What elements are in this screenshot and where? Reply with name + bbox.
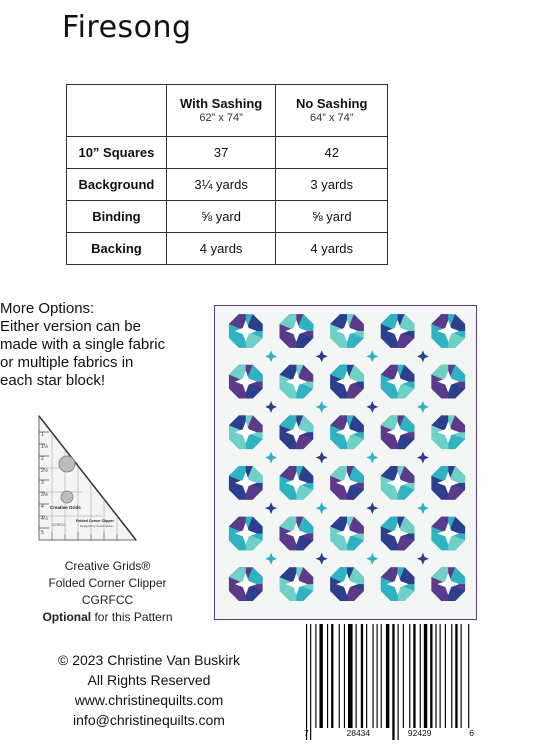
- row-label: Binding: [67, 201, 167, 233]
- quilt-block: [280, 517, 314, 551]
- column-with-sashing: [166, 85, 276, 137]
- sashing-star: [316, 401, 328, 413]
- cell-with-sashing: ⅝ yard: [166, 201, 276, 233]
- quilt-block: [431, 415, 465, 449]
- quilt-photo: [214, 305, 477, 620]
- barcode-bar: [372, 624, 373, 728]
- column-label: With Sashing: [180, 95, 263, 111]
- barcode-bar: [331, 624, 333, 728]
- barcode-bar: [344, 624, 345, 728]
- ruler-designer-text: Designed by Susan Nelson: [80, 524, 114, 528]
- column-label: No Sashing: [295, 95, 368, 111]
- sashing-star: [366, 553, 378, 565]
- sashing-star: [316, 452, 328, 464]
- cell-with-sashing: 3¼ yards: [166, 169, 276, 201]
- row-label: Background: [67, 169, 167, 201]
- table-row: [67, 201, 388, 233]
- cell-no-sashing: 3 yards: [276, 169, 388, 201]
- sashing-star: [316, 553, 328, 565]
- quilt-block: [330, 517, 364, 551]
- quilt-block: [381, 314, 415, 348]
- barcode-bar: [310, 624, 311, 740]
- quilt-block: [280, 567, 314, 601]
- cell-no-sashing: ⅝ yard: [276, 201, 388, 233]
- table-row: [67, 233, 388, 265]
- quilt-block: [229, 567, 263, 601]
- cell-with-sashing: 4 yards: [166, 233, 276, 265]
- barcode-bar: [451, 624, 452, 728]
- svg-text:2: 2: [41, 456, 44, 462]
- barcode-bar: [403, 624, 404, 728]
- svg-text:3½: 3½: [41, 492, 48, 498]
- quilt-block: [330, 567, 364, 601]
- cell-with-sashing: 37: [166, 137, 276, 169]
- barcode-bar: [348, 624, 353, 728]
- cell-no-sashing: 4 yards: [276, 233, 388, 265]
- quilt-block: [229, 517, 263, 551]
- sashing-star: [417, 452, 429, 464]
- optional-rest: for this Pattern: [91, 610, 173, 624]
- barcode-bar: [306, 624, 307, 740]
- barcode-image: [300, 622, 470, 744]
- table-row: [67, 169, 388, 201]
- barcode-bar: [398, 624, 399, 740]
- quilt-block: [280, 466, 314, 500]
- barcode-digit-group: 28434: [346, 728, 371, 738]
- barcode-bar: [440, 624, 441, 728]
- quilt-blocks: [229, 314, 465, 601]
- ruler-brand-text: Creative Grids: [50, 505, 81, 510]
- quilt-block: [229, 365, 263, 399]
- barcode-bar: [455, 624, 457, 728]
- sashing-star: [265, 401, 277, 413]
- rights-text: All Rights Reserved: [87, 672, 211, 688]
- quilt-block: [229, 466, 263, 500]
- page-title: Firesong: [62, 10, 192, 45]
- barcode-bar: [319, 624, 322, 728]
- column-size: 64” x 74”: [309, 111, 354, 124]
- sashing-star: [366, 452, 378, 464]
- quilt-block: [330, 365, 364, 399]
- barcode-bar: [461, 624, 462, 728]
- svg-text:1½: 1½: [41, 444, 48, 450]
- barcode-bar: [381, 624, 382, 728]
- quilt-block: [381, 415, 415, 449]
- barcode-bar: [424, 624, 427, 728]
- table-corner-cell: [67, 85, 167, 137]
- quilt-block: [431, 314, 465, 348]
- sashing-star: [265, 350, 277, 362]
- row-label: Backing: [67, 233, 167, 265]
- column-size: 62” x 74”: [199, 111, 243, 124]
- sashing-star: [265, 452, 277, 464]
- barcode-bar: [435, 624, 436, 728]
- quilt-block: [330, 466, 364, 500]
- barcode-bar: [361, 624, 363, 728]
- ruler-circle-large: [59, 456, 75, 472]
- barcode-digit-group: 6: [469, 728, 474, 738]
- quilt-block: [229, 314, 263, 348]
- barcode-bar: [386, 624, 389, 728]
- ruler-caption: [20, 558, 195, 626]
- ruler-caption-optional: [20, 609, 195, 626]
- quilt-block: [381, 466, 415, 500]
- ruler-caption-sku: CGRFCC: [81, 593, 134, 607]
- barcode-bar: [413, 624, 415, 728]
- quilt-block: [431, 517, 465, 551]
- barcode-bar: [356, 624, 357, 728]
- more-options-line: Either version can be: [0, 318, 141, 335]
- barcode-bars: [306, 624, 470, 740]
- quilt-block: [280, 314, 314, 348]
- barcode-bar: [420, 624, 421, 728]
- barcode-bar: [315, 624, 316, 728]
- quilt-block: [280, 415, 314, 449]
- svg-text:4: 4: [41, 504, 44, 510]
- svg-text:3: 3: [41, 480, 44, 486]
- barcode-bar: [430, 624, 432, 728]
- fabric-requirements-table: [66, 84, 388, 265]
- quilt-block: [280, 365, 314, 399]
- barcode-digits: [304, 728, 474, 738]
- table-row: [67, 137, 388, 169]
- sashing-star: [316, 350, 328, 362]
- sashing-star: [417, 502, 429, 514]
- more-options-note: [0, 300, 200, 390]
- optional-label: Optional: [42, 610, 92, 624]
- ruler-sku-text: CGRFCC: [52, 523, 66, 527]
- ruler-product-text: Folded Corner Clipper: [76, 519, 114, 523]
- sashing-star: [366, 350, 378, 362]
- sashing-star: [417, 553, 429, 565]
- more-options-line: each star block!: [0, 372, 106, 389]
- barcode-bar: [392, 624, 394, 740]
- barcode-bar: [366, 624, 367, 728]
- barcode-digit-group: 92429: [407, 728, 432, 738]
- copyright-text: © 2023 Christine Van Buskirk: [57, 652, 241, 668]
- quilt-block: [381, 567, 415, 601]
- svg-text:1: 1: [41, 432, 44, 438]
- barcode-bar: [377, 624, 378, 728]
- sashing-star: [366, 401, 378, 413]
- cell-no-sashing: 42: [276, 137, 388, 169]
- sashing-star: [265, 502, 277, 514]
- column-no-sashing: [276, 85, 388, 137]
- more-options-line: made with a single fabric: [0, 336, 166, 353]
- svg-text:4½: 4½: [41, 516, 48, 522]
- sashing-star: [265, 553, 277, 565]
- barcode-digit-group: 7: [304, 728, 309, 738]
- sashing-star: [366, 502, 378, 514]
- barcode-bar: [409, 624, 410, 728]
- ruler-caption-brand: Creative Grids®: [64, 559, 151, 573]
- quilt-block: [431, 567, 465, 601]
- email-link[interactable]: info@christinequilts.com: [73, 712, 225, 728]
- barcode-bar: [327, 624, 328, 728]
- barcode-bar: [445, 624, 446, 728]
- sashing-star: [417, 401, 429, 413]
- ruler-circle-small: [61, 491, 73, 503]
- credits-block: [34, 650, 264, 730]
- svg-text:2½: 2½: [41, 468, 48, 474]
- svg-text:5: 5: [41, 530, 44, 536]
- more-options-line: or multiple fabrics in: [0, 354, 134, 371]
- sashing-star: [316, 502, 328, 514]
- more-options-heading: More Options:: [0, 300, 95, 317]
- ruler-caption-product: Folded Corner Clipper: [48, 576, 167, 590]
- quilt-block: [381, 517, 415, 551]
- quilt-block: [381, 365, 415, 399]
- quilt-block: [431, 365, 465, 399]
- quilt-block: [330, 314, 364, 348]
- barcode-bar: [468, 624, 469, 728]
- barcode-bar: [339, 624, 340, 728]
- folded-corner-clipper-ruler-image: [30, 412, 140, 544]
- website-link[interactable]: www.christinequilts.com: [74, 692, 224, 708]
- row-label: 10” Squares: [67, 137, 167, 169]
- sashing-star: [417, 350, 429, 362]
- quilt-block: [431, 466, 465, 500]
- quilt-block: [330, 415, 364, 449]
- table-header-row: [67, 85, 388, 137]
- quilt-block: [229, 415, 263, 449]
